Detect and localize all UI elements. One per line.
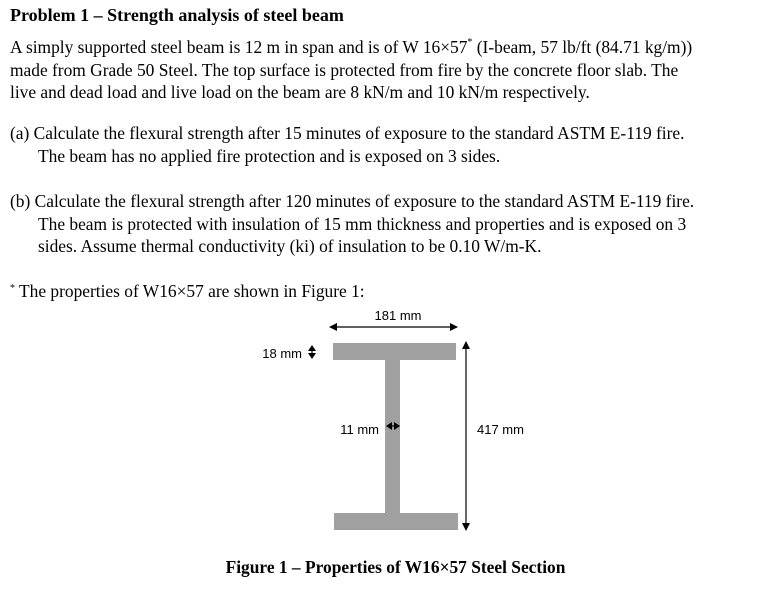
footnote-text: The properties of W16×57 are shown in Figure 1: — [19, 281, 365, 301]
web — [385, 360, 400, 513]
figure-caption: Figure 1 – Properties of W16×57 Steel Section — [225, 557, 566, 577]
top-flange — [333, 343, 456, 360]
footnote — [10, 280, 365, 307]
part-b — [10, 190, 694, 258]
intro-line-2: made from Grade 50 Steel. The top surface is protected from fire by the concrete floor slab. The — [10, 59, 679, 80]
bottom-flange — [334, 513, 458, 530]
flange-thickness-label: 18 mm — [262, 346, 302, 361]
i-beam-section — [333, 343, 458, 530]
part-b-line-3: sides. Assume thermal conductivity (ki) of insulation to be 0.10 W/m-K. — [38, 236, 542, 256]
part-b-line-1: (b) Calculate the flexural strength after 120 minutes of exposure to the standard ASTM E-119 fire. — [10, 191, 695, 211]
problem-intro — [10, 36, 692, 104]
web-thickness-dimension-arrow — [386, 422, 400, 430]
footnote-star: * — [10, 283, 15, 294]
footnote-marker: * — [467, 37, 473, 49]
web-thickness-label: 11 mm — [340, 422, 379, 437]
part-b-line-2: The beam is protected with insulation of 15 mm thickness and properties and is exposed on 3 — [38, 213, 687, 234]
part-a — [10, 122, 684, 167]
depth-label: 417 mm — [477, 422, 524, 437]
part-a-line-1: (a) Calculate the flexural strength after 15 minutes of exposure to the standard ASTM E-119 fire. — [10, 123, 685, 143]
part-a-line-2: The beam has no applied fire protection and is exposed on 3 sides. — [38, 145, 501, 166]
problem-title: Problem 1 – Strength analysis of steel beam — [10, 5, 344, 25]
flange-width-label: 181 mm — [374, 308, 422, 323]
intro-line-1: A simply supported steel beam is 12 m in span and is of W 16×57* (I-beam, 57 lb/ft (84.71 kg/m)) — [10, 37, 693, 57]
intro-line-3: live and dead load and live load on the beam are 8 kN/m and 10 kN/m respectively. — [10, 82, 590, 102]
flange-thickness-dimension-arrow — [308, 345, 316, 359]
